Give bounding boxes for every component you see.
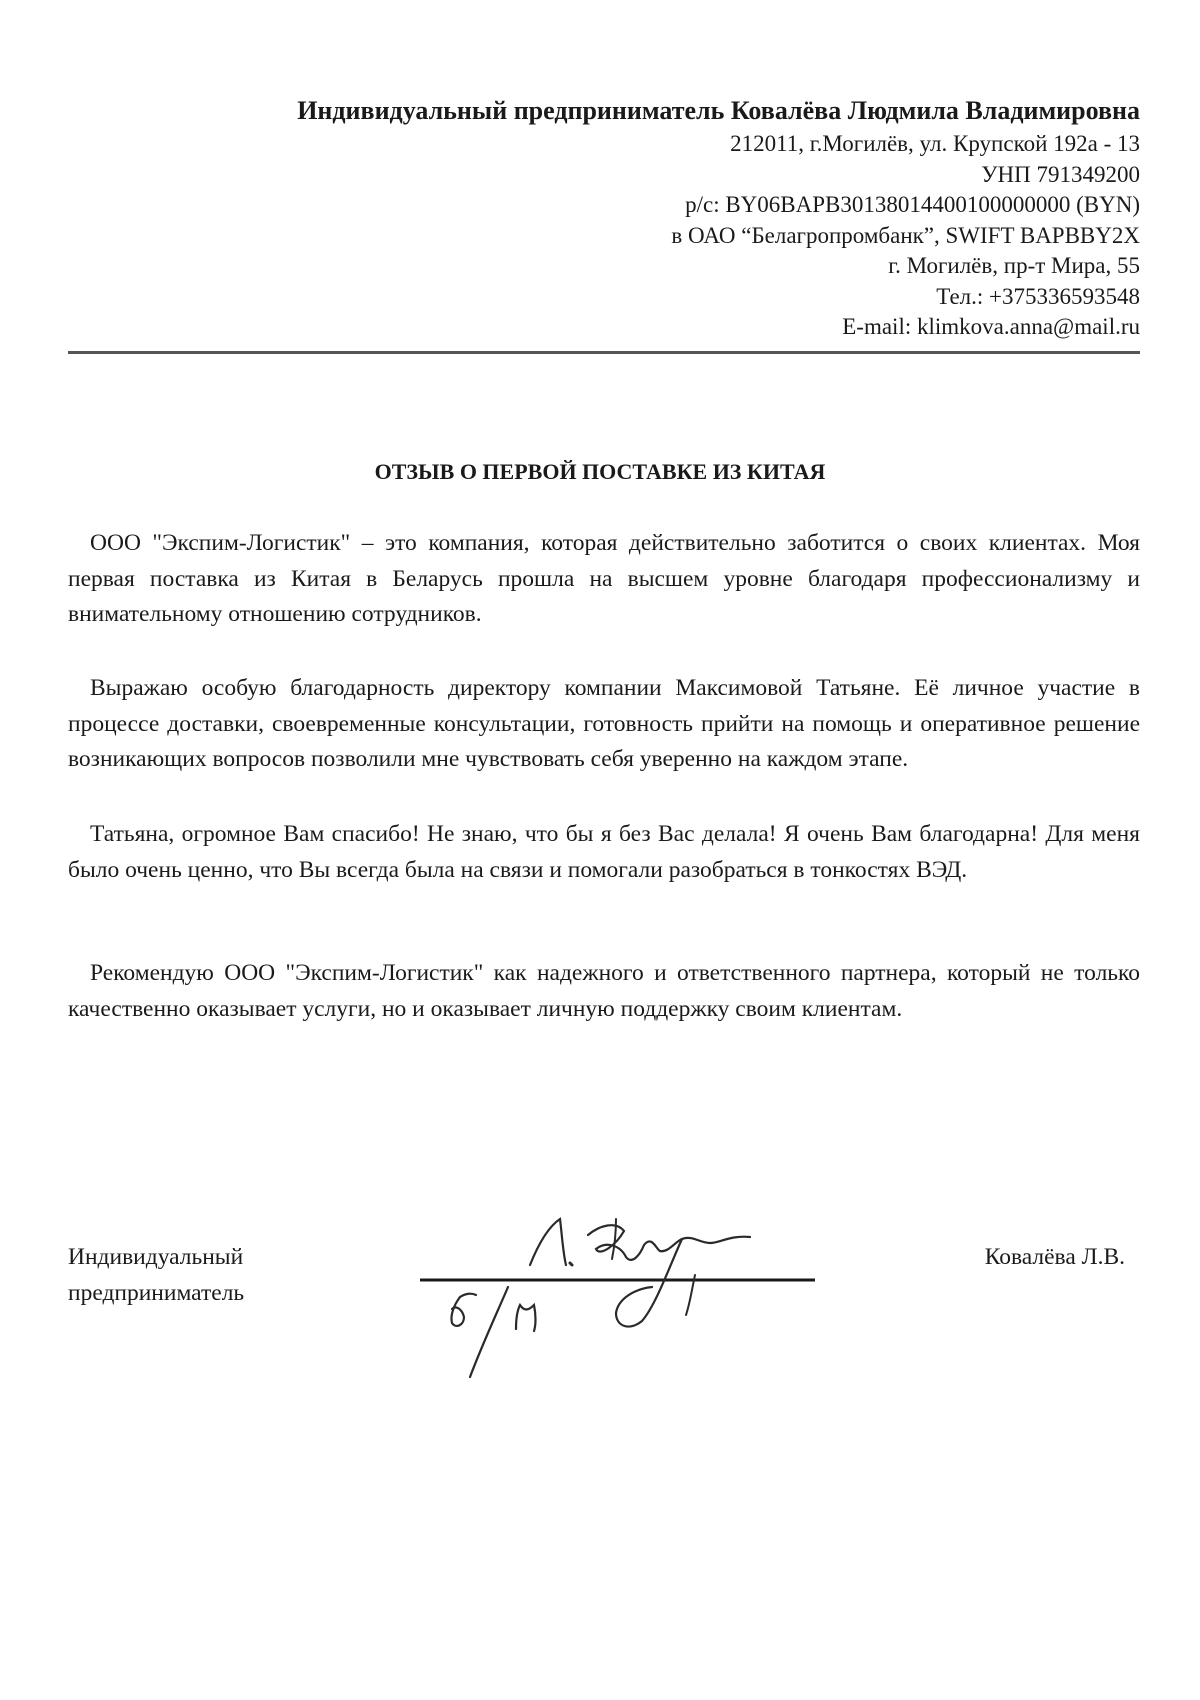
- paragraph-text: ООО "Экспим-Логистик" – это компания, которая действительно заботится о своих клиентах. Моя первая поставка из Китая в Беларусь прошла на высшем уровне благодаря профессионализму и внимательному отношению сотрудников.: [68, 530, 1140, 627]
- entrepreneur-name: Индивидуальный предприниматель Ковалёва Людмила Владимировна: [297, 96, 1140, 125]
- body-paragraph-4: [68, 956, 1140, 1027]
- body-paragraph-3: [68, 817, 1140, 888]
- document-title: ОТЗЫВ О ПЕРВОЙ ПОСТАВКЕ ИЗ КИТАЯ: [374, 459, 826, 484]
- body-paragraph-1: [68, 526, 1140, 633]
- bank-account-line: р/с: BY06BAPB30138014400100000000 (BYN): [685, 192, 1140, 217]
- paragraph-text: Выражаю особую благодарность директору компании Максимовой Татьяне. Её личное участие в процессе доставки, своевременные консультации, готовность прийти на помощь и оперативное решение возникающих вопросов позволили мне чувствовать себя уверенно на каждом этапе.: [68, 675, 1140, 772]
- phone-line: Тел.: +375336593548: [936, 283, 1140, 309]
- paragraph-text: Татьяна, огромное Вам спасибо! Не знаю, что бы я без Вас делала! Я очень Вам благодарна! Для меня было очень ценно, что Вы всегда была на связи и помогали разобраться в тонкостях ВЭД.: [68, 821, 1140, 883]
- unp-line: УНП 791349200: [981, 161, 1140, 187]
- signer-name: Ковалёва Л.В.: [984, 1244, 1125, 1270]
- address-line: 212011, г.Могилёв, ул. Крупской 192а - 13: [730, 131, 1140, 156]
- body-paragraph-2: [68, 671, 1140, 778]
- signer-position: [68, 1240, 244, 1311]
- handwritten-signature: [420, 1205, 820, 1395]
- email-line: E-mail: klimkova.anna@mail.ru: [842, 314, 1140, 339]
- letterhead: [297, 95, 1140, 343]
- position-line-2: предприниматель: [68, 1279, 245, 1306]
- header-divider: [68, 351, 1140, 354]
- bank-address-line: г. Могилёв, пр-т Мира, 55: [888, 253, 1140, 278]
- bank-name-line: в ОАО “Белагропромбанк”, SWIFT BAPBBY2X: [671, 222, 1140, 248]
- paragraph-text: Рекомендую ООО "Экспим-Логистик" как надежного и ответственного партнера, который не только качественно оказывает услуги, но и оказывает личную поддержку своим клиентам.: [68, 960, 1140, 1022]
- position-line-1: Индивидуальный: [68, 1244, 244, 1270]
